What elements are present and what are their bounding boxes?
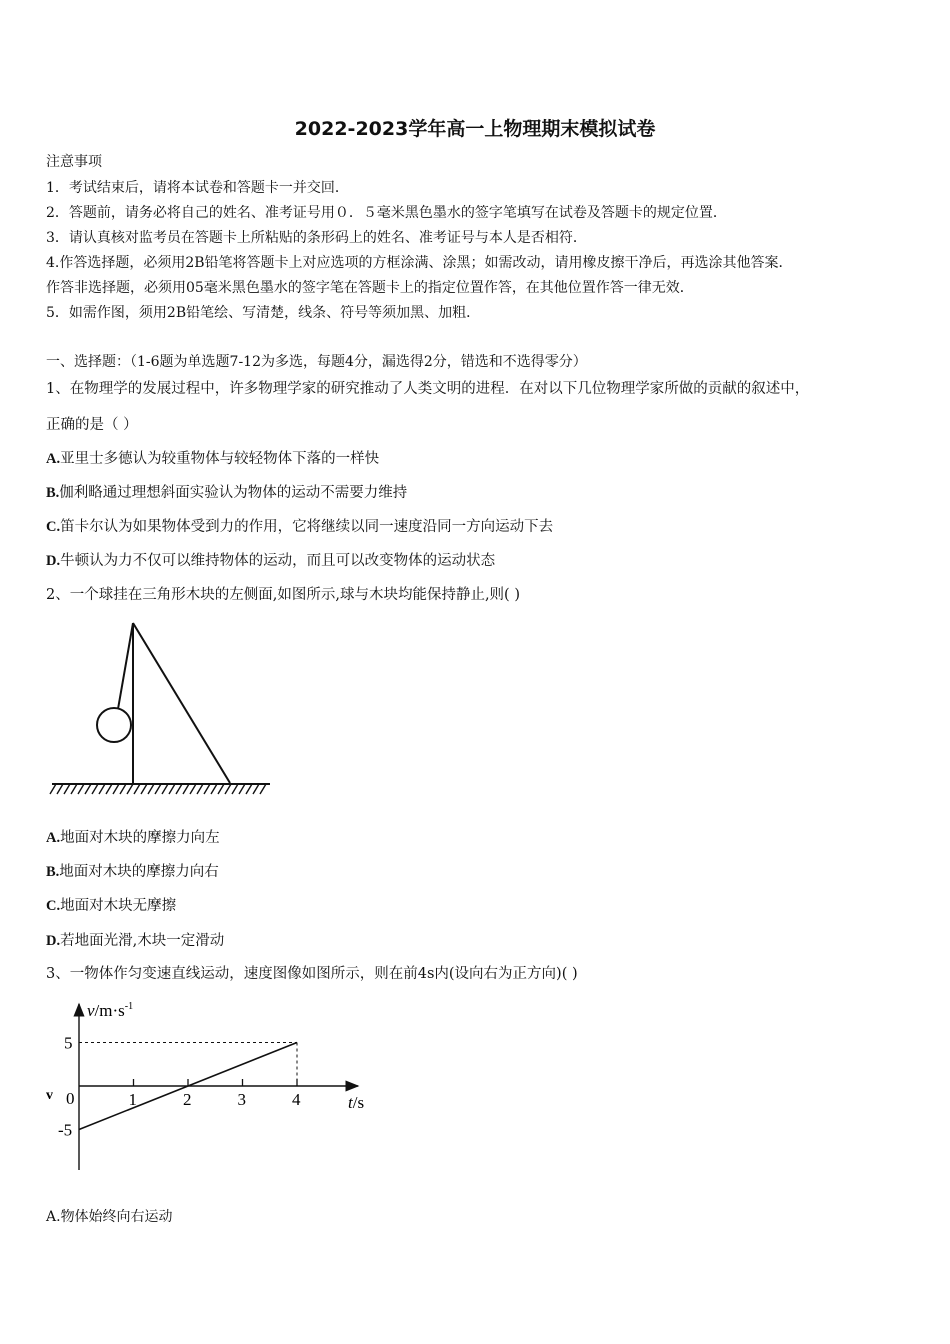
hatch-stroke: [134, 784, 140, 794]
q1-option-c: C.笛卡尔认为如果物体受到力的作用，它将继续以同一速度沿同一方向运动下去: [46, 519, 554, 535]
q2-option-d: D.若地面光滑,木块一定滑动: [46, 933, 225, 949]
hatch-stroke: [57, 784, 63, 794]
hatch-stroke: [225, 784, 231, 794]
hatch-stroke: [85, 784, 91, 794]
side-label: v: [46, 1088, 53, 1103]
y-tick-label: -5: [58, 1120, 73, 1140]
hatch-stroke: [155, 784, 161, 794]
ball: [97, 708, 131, 742]
origin-label: 0: [66, 1089, 75, 1108]
hatch-stroke: [232, 784, 238, 794]
q2-option-c: C.地面对木块无摩擦: [46, 898, 177, 914]
hatch-stroke: [106, 784, 112, 794]
hatch-stroke: [218, 784, 224, 794]
q3-option-a: A.物体始终向右运动: [46, 1209, 173, 1225]
wedge: [133, 623, 230, 783]
hatch-stroke: [120, 784, 126, 794]
hatch-stroke: [141, 784, 147, 794]
hatch-stroke: [253, 784, 259, 794]
hatch-stroke: [148, 784, 154, 794]
q1-option-a: A.亚里士多德认为较重物体与较轻物体下落的一样快: [46, 451, 380, 467]
q1-option-b: B.伽利略通过理想斜面实验认为物体的运动不需要力维持: [46, 485, 408, 501]
hatch-stroke: [204, 784, 210, 794]
q2-option-a: A.地面对木块的摩擦力向左: [46, 830, 220, 846]
x-axis-label: t/s: [348, 1093, 365, 1112]
notice-heading: 注意事项: [46, 154, 102, 170]
page-title: 2022-2023学年高一上物理期末模拟试卷: [294, 118, 656, 140]
ground-hatch: [50, 784, 266, 794]
hatch-stroke: [211, 784, 217, 794]
hatch-stroke: [64, 784, 70, 794]
question-3-stem: 3、一物体作匀变速直线运动，速度图像如图所示，则在前4s内(设向右为正方向)( ): [46, 966, 578, 982]
hatch-stroke: [71, 784, 77, 794]
hatch-stroke: [260, 784, 266, 794]
question-2-stem: 2、一个球挂在三角形木块的左侧面,如图所示,球与木块均能保持静止,则( ): [46, 587, 520, 603]
section-heading: 一、选择题：（1-6题为单选题7-12为多选，每题4分，漏选得2分，错选和不选得零分）: [46, 354, 587, 370]
notice-item: 4.作答选择题，必须用2B铅笔将答题卡上对应选项的方框涂满、涂黑；如需改动，请用橡皮擦干净后，再选涂其他答案．: [46, 255, 793, 271]
hatch-stroke: [176, 784, 182, 794]
hatch-stroke: [169, 784, 175, 794]
q2-option-b: B.地面对木块的摩擦力向右: [46, 864, 219, 880]
hatch-stroke: [78, 784, 84, 794]
notice-item: 作答非选择题，必须用05毫米黑色墨水的签字笔在答题卡上的指定位置作答，在其他位置作答一律无效．: [46, 280, 694, 296]
x-tick-label: 4: [292, 1090, 301, 1109]
hatch-stroke: [197, 784, 203, 794]
x-tick-label: 1: [128, 1090, 137, 1109]
hatch-stroke: [113, 784, 119, 794]
ball-wedge-figure: [48, 615, 276, 800]
notice-item: 1．考试结束后，请将本试卷和答题卡一并交回．: [46, 180, 349, 196]
velocity-time-graph: [40, 992, 380, 1177]
hatch-stroke: [246, 784, 252, 794]
hatch-stroke: [50, 784, 56, 794]
hatch-stroke: [190, 784, 196, 794]
x-tick-label: 3: [237, 1090, 246, 1109]
string: [118, 623, 133, 709]
question-1-stem-cont: 正确的是（ ）: [46, 417, 138, 433]
x-tick-label: 2: [183, 1090, 192, 1109]
hatch-stroke: [239, 784, 245, 794]
hatch-stroke: [162, 784, 168, 794]
hatch-stroke: [183, 784, 189, 794]
y-tick-label: 5: [64, 1033, 73, 1053]
notice-item: 2．答题前，请务必将自己的姓名、准考证号用０．５毫米黑色墨水的签字笔填写在试卷及答题卡的规定位置．: [46, 205, 727, 221]
notice-item: 3．请认真核对监考员在答题卡上所粘贴的条形码上的姓名、准考证号与本人是否相符．: [46, 230, 587, 246]
q1-option-d: D.牛顿认为力不仅可以维持物体的运动，而且可以改变物体的运动状态: [46, 553, 496, 569]
notice-item: 5．如需作图，须用2B铅笔绘、写清楚，线条、符号等须加黑、加粗．: [46, 305, 481, 321]
hatch-stroke: [92, 784, 98, 794]
y-axis-label: $v/m\cdot s^{-1}$: [87, 1001, 134, 1020]
hatch-stroke: [99, 784, 105, 794]
question-1-stem: 1、在物理学的发展过程中，许多物理学家的研究推动了人类文明的进程．在对以下几位物理学家所做的贡献的叙述中，: [46, 381, 810, 397]
hatch-stroke: [127, 784, 133, 794]
